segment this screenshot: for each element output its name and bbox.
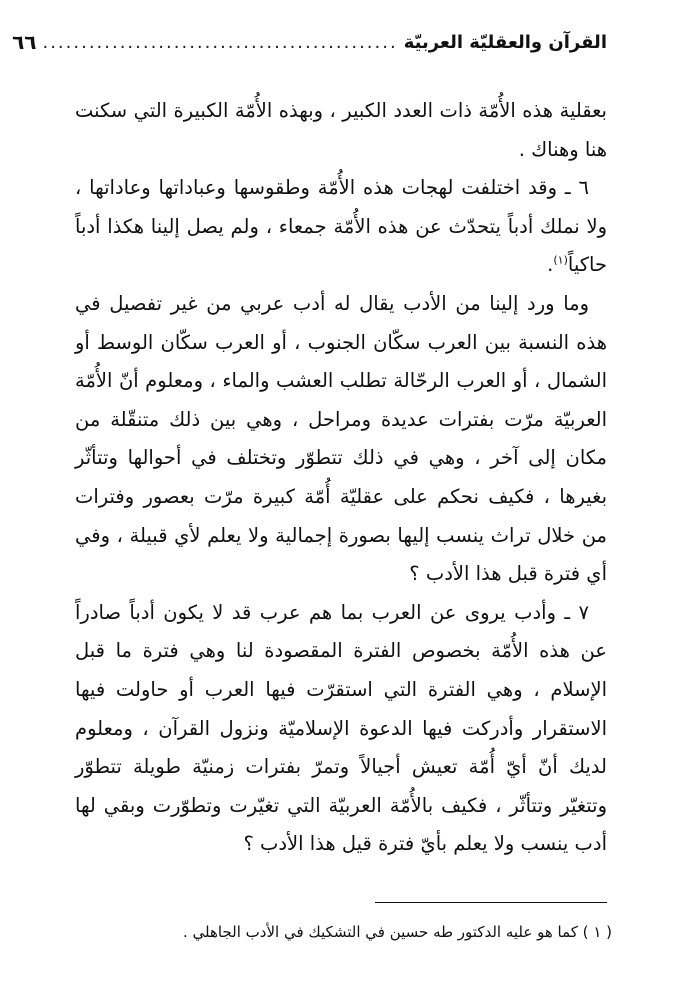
- footnote-reference[interactable]: (١): [553, 253, 568, 267]
- page-number: ٦٦: [12, 30, 37, 54]
- body-text: [75, 92, 607, 864]
- paragraph-4: ٧ ـ وأدب يروى عن العرب بما هم عرب قد لا يكون أدباً صادراً عن هذه الأُمّة بخصوص الفترة المقصودة لنا وهي فترة ما قبل الإسلام ، وهي الفترة التي استقرّت فيها العرب أو حاولت فيها الاستقرار وأدركت فيها الدعوة الإسلاميّة ونزول القرآن ، ومعلوم لديك أنّ أيّ أُمّة تعيش أجيالاً وتمرّ بفترات زمنيّة طويلة تتطوّر وتتغيّر وتتأثّر ، فكيف بالأُمّة العربيّة التي تغيّرت وتطوّرت وبقي لها أدب ينسب ولا يعلم بأيّ فترة قيل هذا الأدب ؟: [75, 600, 607, 856]
- footnote-divider: [375, 902, 607, 903]
- paragraph-2-end: .: [547, 253, 554, 277]
- paragraph-1: بعقلية هذه الأُمّة ذات العدد الكبير ، وبهذه الأُمّة الكبيرة التي سكنت هنا وهناك .: [75, 99, 607, 161]
- paragraph-2: [75, 169, 607, 285]
- paragraph-3: وما ورد إلينا من الأدب يقال له أدب عربي من غير تفصيل في هذه النسبة بين العرب سكّان الجنوب ، أو العرب سكّان الوسط أو الشمال ، أو العرب الرحّالة تطلب العشب والماء ، ومعلوم أنّ الأُمّة العربيّة مرّت بفترات عديدة ومراحل ، وهي بين ذلك متنقّلة من مكان إلى آخر ، وهي في ذلك تتطوّر وتختلف في أحوالها وتتأثّر بغيرها ، فكيف نحكم على عقليّة أُمّة كبيرة مرّت بعصور وفترات من خلال تراث ينسب إليها بصورة إجمالية ولا يعلم لأي قبيلة ، وفي أي فترة قبل هذا الأدب ؟: [75, 291, 607, 586]
- header-leader-dots: ..............................................: [42, 31, 398, 53]
- header-title: القرآن والعقليّة العربيّة: [403, 31, 607, 53]
- running-header: [12, 22, 607, 62]
- paragraph-2-text: ٦ ـ وقد اختلفت لهجات هذه الأُمّة وطقوسها وعباداتها وعاداتها ، ولا نملك أدباً يتحدّث عن هذه الأُمّة جمعاء ، ولم يصل إلينا هكذا أدباً حاكياً: [75, 176, 607, 277]
- footnote: ( ١ ) كما هو عليه الدكتور طه حسين في التشكيك في الأدب الجاهلي .: [182, 923, 612, 941]
